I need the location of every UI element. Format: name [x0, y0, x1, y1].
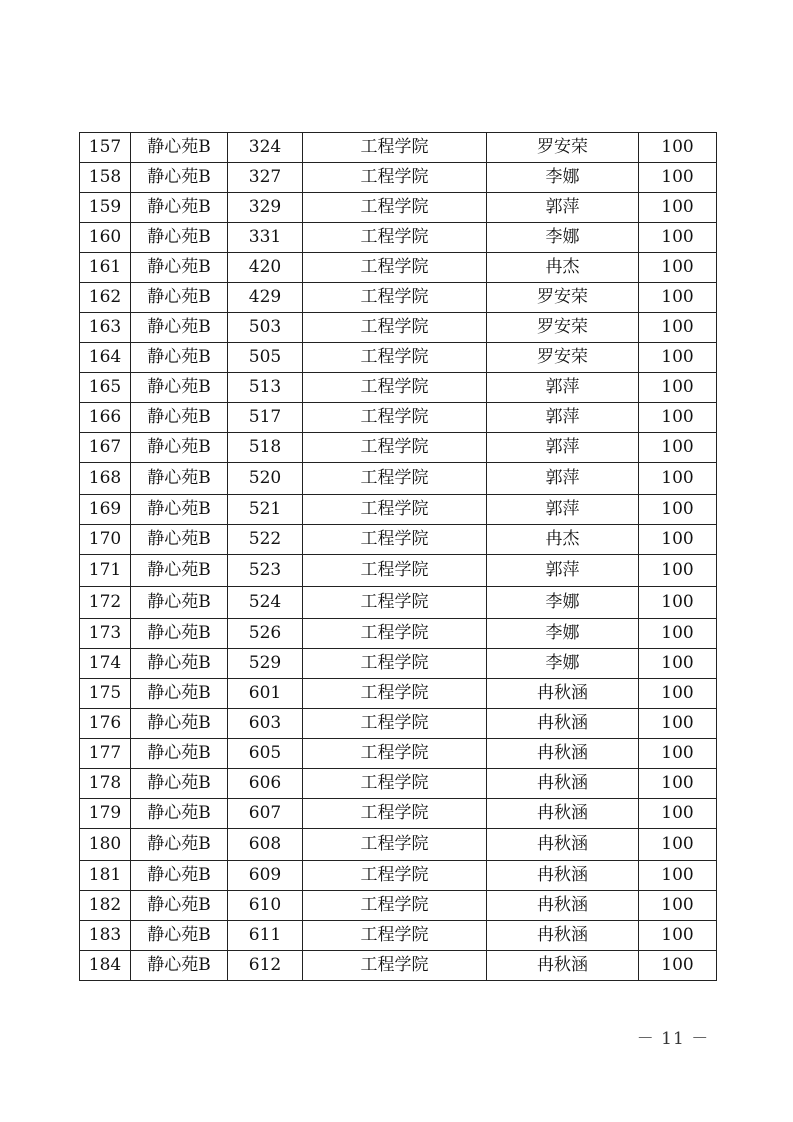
- row-number: 178: [80, 769, 131, 799]
- building-cell: 静心苑B: [131, 921, 228, 951]
- table-row: [80, 403, 717, 433]
- department-cell: 工程学院: [303, 649, 487, 679]
- department-cell: 工程学院: [303, 463, 487, 495]
- room-cell: 429: [228, 283, 303, 313]
- building-cell: 静心苑B: [131, 373, 228, 403]
- building-cell: 静心苑B: [131, 495, 228, 525]
- department-cell: 工程学院: [303, 525, 487, 555]
- room-cell: 608: [228, 829, 303, 861]
- room-cell: 526: [228, 619, 303, 649]
- room-cell: 522: [228, 525, 303, 555]
- table-row: [80, 163, 717, 193]
- row-number: 174: [80, 649, 131, 679]
- score-cell: 100: [639, 463, 717, 495]
- department-cell: 工程学院: [303, 193, 487, 223]
- department-cell: 工程学院: [303, 283, 487, 313]
- score-cell: 100: [639, 343, 717, 373]
- table-row: [80, 679, 717, 709]
- building-cell: 静心苑B: [131, 739, 228, 769]
- row-number: 171: [80, 555, 131, 587]
- building-cell: 静心苑B: [131, 193, 228, 223]
- score-cell: 100: [639, 799, 717, 829]
- row-number: 166: [80, 403, 131, 433]
- table-row: [80, 709, 717, 739]
- building-cell: 静心苑B: [131, 463, 228, 495]
- counselor-cell: 冉杰: [487, 253, 639, 283]
- room-cell: 521: [228, 495, 303, 525]
- page-number: － 11 －: [636, 1029, 710, 1049]
- score-cell: 100: [639, 619, 717, 649]
- department-cell: 工程学院: [303, 951, 487, 981]
- building-cell: 静心苑B: [131, 223, 228, 253]
- row-number: 170: [80, 525, 131, 555]
- counselor-cell: 冉秋涵: [487, 891, 639, 921]
- row-number: 157: [80, 133, 131, 163]
- counselor-cell: 冉秋涵: [487, 951, 639, 981]
- table-row: [80, 283, 717, 313]
- table-row: [80, 587, 717, 619]
- table-row: [80, 193, 717, 223]
- room-cell: 503: [228, 313, 303, 343]
- room-cell: 420: [228, 253, 303, 283]
- department-cell: 工程学院: [303, 921, 487, 951]
- department-cell: 工程学院: [303, 861, 487, 891]
- building-cell: 静心苑B: [131, 283, 228, 313]
- row-number: 169: [80, 495, 131, 525]
- table-row: [80, 921, 717, 951]
- department-cell: 工程学院: [303, 403, 487, 433]
- table-row: [80, 495, 717, 525]
- department-cell: 工程学院: [303, 495, 487, 525]
- score-cell: 100: [639, 403, 717, 433]
- counselor-cell: 郭萍: [487, 495, 639, 525]
- building-cell: 静心苑B: [131, 709, 228, 739]
- department-cell: 工程学院: [303, 555, 487, 587]
- counselor-cell: 冉秋涵: [487, 829, 639, 861]
- building-cell: 静心苑B: [131, 343, 228, 373]
- building-cell: 静心苑B: [131, 829, 228, 861]
- row-number: 164: [80, 343, 131, 373]
- score-cell: 100: [639, 769, 717, 799]
- score-cell: 100: [639, 921, 717, 951]
- department-cell: 工程学院: [303, 769, 487, 799]
- row-number: 175: [80, 679, 131, 709]
- department-cell: 工程学院: [303, 343, 487, 373]
- row-number: 163: [80, 313, 131, 343]
- table-row: [80, 861, 717, 891]
- counselor-cell: 冉秋涵: [487, 861, 639, 891]
- table-row: [80, 829, 717, 861]
- row-number: 177: [80, 739, 131, 769]
- score-cell: 100: [639, 163, 717, 193]
- room-cell: 609: [228, 861, 303, 891]
- department-cell: 工程学院: [303, 253, 487, 283]
- table-row: [80, 463, 717, 495]
- building-cell: 静心苑B: [131, 951, 228, 981]
- counselor-cell: 冉秋涵: [487, 739, 639, 769]
- row-number: 158: [80, 163, 131, 193]
- row-number: 168: [80, 463, 131, 495]
- table-row: [80, 891, 717, 921]
- counselor-cell: 冉秋涵: [487, 921, 639, 951]
- counselor-cell: 冉杰: [487, 525, 639, 555]
- row-number: 165: [80, 373, 131, 403]
- counselor-cell: 郭萍: [487, 555, 639, 587]
- building-cell: 静心苑B: [131, 433, 228, 463]
- table-row: [80, 619, 717, 649]
- department-cell: 工程学院: [303, 739, 487, 769]
- counselor-cell: 冉秋涵: [487, 679, 639, 709]
- score-cell: 100: [639, 861, 717, 891]
- score-cell: 100: [639, 133, 717, 163]
- room-cell: 505: [228, 343, 303, 373]
- counselor-cell: 罗安荣: [487, 133, 639, 163]
- table-row: [80, 799, 717, 829]
- building-cell: 静心苑B: [131, 799, 228, 829]
- score-cell: 100: [639, 373, 717, 403]
- row-number: 176: [80, 709, 131, 739]
- counselor-cell: 李娜: [487, 619, 639, 649]
- room-cell: 606: [228, 769, 303, 799]
- row-number: 182: [80, 891, 131, 921]
- room-cell: 513: [228, 373, 303, 403]
- score-cell: 100: [639, 495, 717, 525]
- row-number: 179: [80, 799, 131, 829]
- score-cell: 100: [639, 525, 717, 555]
- department-cell: 工程学院: [303, 829, 487, 861]
- table-row: [80, 951, 717, 981]
- row-number: 184: [80, 951, 131, 981]
- room-cell: 327: [228, 163, 303, 193]
- room-cell: 524: [228, 587, 303, 619]
- building-cell: 静心苑B: [131, 253, 228, 283]
- score-cell: 100: [639, 709, 717, 739]
- room-cell: 529: [228, 649, 303, 679]
- department-cell: 工程学院: [303, 799, 487, 829]
- table-row: [80, 133, 717, 163]
- room-cell: 611: [228, 921, 303, 951]
- counselor-cell: 罗安荣: [487, 283, 639, 313]
- department-cell: 工程学院: [303, 313, 487, 343]
- room-cell: 331: [228, 223, 303, 253]
- building-cell: 静心苑B: [131, 555, 228, 587]
- room-cell: 601: [228, 679, 303, 709]
- department-cell: 工程学院: [303, 679, 487, 709]
- table-row: [80, 253, 717, 283]
- score-cell: 100: [639, 587, 717, 619]
- table-row: [80, 525, 717, 555]
- table-row: [80, 739, 717, 769]
- department-cell: 工程学院: [303, 133, 487, 163]
- building-cell: 静心苑B: [131, 891, 228, 921]
- row-number: 172: [80, 587, 131, 619]
- department-cell: 工程学院: [303, 373, 487, 403]
- row-number: 160: [80, 223, 131, 253]
- building-cell: 静心苑B: [131, 313, 228, 343]
- building-cell: 静心苑B: [131, 587, 228, 619]
- row-number: 161: [80, 253, 131, 283]
- room-cell: 607: [228, 799, 303, 829]
- room-cell: 324: [228, 133, 303, 163]
- building-cell: 静心苑B: [131, 861, 228, 891]
- counselor-cell: 冉秋涵: [487, 709, 639, 739]
- table-row: [80, 343, 717, 373]
- row-number: 183: [80, 921, 131, 951]
- score-cell: 100: [639, 649, 717, 679]
- counselor-cell: 罗安荣: [487, 343, 639, 373]
- building-cell: 静心苑B: [131, 133, 228, 163]
- department-cell: 工程学院: [303, 891, 487, 921]
- counselor-cell: 李娜: [487, 163, 639, 193]
- table-row: [80, 313, 717, 343]
- table-row: [80, 769, 717, 799]
- counselor-cell: 郭萍: [487, 463, 639, 495]
- building-cell: 静心苑B: [131, 403, 228, 433]
- counselor-cell: 冉秋涵: [487, 799, 639, 829]
- score-cell: 100: [639, 679, 717, 709]
- department-cell: 工程学院: [303, 709, 487, 739]
- building-cell: 静心苑B: [131, 525, 228, 555]
- counselor-cell: 李娜: [487, 649, 639, 679]
- score-cell: 100: [639, 253, 717, 283]
- counselor-cell: 罗安荣: [487, 313, 639, 343]
- table-body: [80, 133, 717, 981]
- building-cell: 静心苑B: [131, 163, 228, 193]
- score-cell: 100: [639, 433, 717, 463]
- building-cell: 静心苑B: [131, 649, 228, 679]
- row-number: 162: [80, 283, 131, 313]
- counselor-cell: 李娜: [487, 223, 639, 253]
- room-cell: 605: [228, 739, 303, 769]
- score-cell: 100: [639, 829, 717, 861]
- dormitory-score-table: [79, 132, 717, 981]
- row-number: 180: [80, 829, 131, 861]
- department-cell: 工程学院: [303, 163, 487, 193]
- score-cell: 100: [639, 891, 717, 921]
- building-cell: 静心苑B: [131, 769, 228, 799]
- room-cell: 523: [228, 555, 303, 587]
- score-cell: 100: [639, 193, 717, 223]
- room-cell: 603: [228, 709, 303, 739]
- row-number: 173: [80, 619, 131, 649]
- table-row: [80, 433, 717, 463]
- counselor-cell: 冉秋涵: [487, 769, 639, 799]
- building-cell: 静心苑B: [131, 679, 228, 709]
- counselor-cell: 郭萍: [487, 193, 639, 223]
- table-row: [80, 555, 717, 587]
- table-row: [80, 223, 717, 253]
- table-row: [80, 649, 717, 679]
- score-cell: 100: [639, 313, 717, 343]
- room-cell: 517: [228, 403, 303, 433]
- score-cell: 100: [639, 283, 717, 313]
- room-cell: 518: [228, 433, 303, 463]
- score-cell: 100: [639, 555, 717, 587]
- department-cell: 工程学院: [303, 587, 487, 619]
- counselor-cell: 李娜: [487, 587, 639, 619]
- counselor-cell: 郭萍: [487, 433, 639, 463]
- counselor-cell: 郭萍: [487, 403, 639, 433]
- row-number: 159: [80, 193, 131, 223]
- room-cell: 610: [228, 891, 303, 921]
- counselor-cell: 郭萍: [487, 373, 639, 403]
- department-cell: 工程学院: [303, 619, 487, 649]
- row-number: 167: [80, 433, 131, 463]
- score-cell: 100: [639, 223, 717, 253]
- score-cell: 100: [639, 739, 717, 769]
- department-cell: 工程学院: [303, 223, 487, 253]
- score-cell: 100: [639, 951, 717, 981]
- table-row: [80, 373, 717, 403]
- room-cell: 612: [228, 951, 303, 981]
- room-cell: 520: [228, 463, 303, 495]
- building-cell: 静心苑B: [131, 619, 228, 649]
- row-number: 181: [80, 861, 131, 891]
- department-cell: 工程学院: [303, 433, 487, 463]
- room-cell: 329: [228, 193, 303, 223]
